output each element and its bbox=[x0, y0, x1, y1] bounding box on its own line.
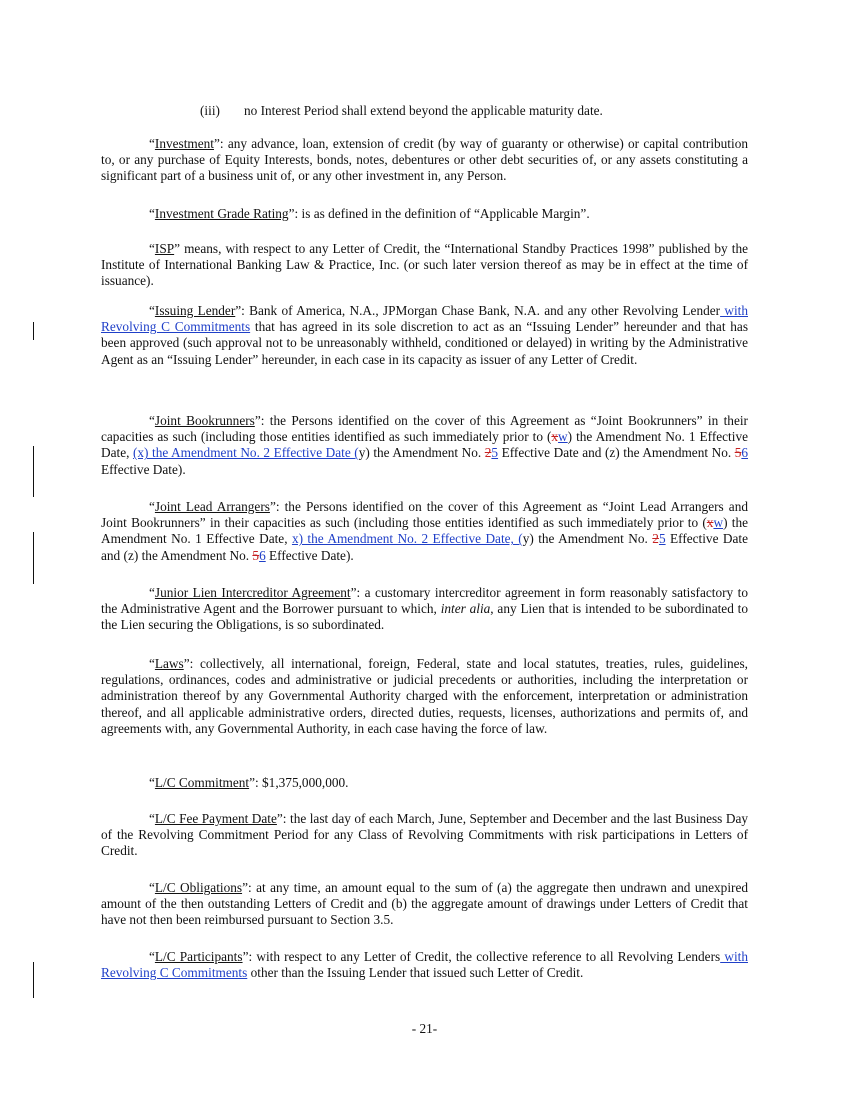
definition-text: ”: a customary intercreditor agreement in form reasonably satisfactory to the Administrative Agent and the Borrower pursuant to which, bbox=[101, 585, 748, 617]
defined-term: Junior Lien Intercreditor Agreement bbox=[154, 585, 351, 600]
definition-text: ”: is as defined in the definition of “Applicable Margin”. bbox=[288, 206, 590, 221]
definition-text: ”: at any time, an amount equal to the sum of (a) the aggregate then undrawn and unexpired amount of the then outstanding Letters of Credit and (b) the aggregate amount of drawings under Letters of Credit that have not then been reimbursed pursuant to Section 3.5. bbox=[101, 880, 748, 928]
definition-text: ”: $1,375,000,000. bbox=[249, 775, 349, 790]
definition-text: Effective Date and (z) the Amendment No. bbox=[498, 445, 735, 461]
definition-text: , any Lien that is intended to be subordinated to the Lien securing the Obligations, is so subordinated. bbox=[101, 601, 748, 633]
defined-term: Joint Lead Arrangers bbox=[154, 499, 270, 514]
definition-text: ) the Amendment No. 1 Effective Date, bbox=[101, 429, 748, 461]
inserted-text: with Revolving C Commitments bbox=[101, 303, 748, 335]
deleted-text: x bbox=[706, 515, 714, 531]
clause-iii-text: no Interest Period shall extend beyond the applicable maturity date. bbox=[243, 103, 603, 118]
definition-text: Effective Date). bbox=[265, 547, 354, 563]
inserted-text: x) the Amendment No. 2 Effective Date, ( bbox=[291, 531, 523, 547]
definition-junior-lien: “Junior Lien Intercreditor Agreement”: a customary intercreditor agreement in form reasonably satisfactory to the Administrative Agent and the Borrower pursuant to which, inter alia, any Lien that is intended to be subordinated to the Lien securing the Obligations, is so subordinated. bbox=[101, 585, 748, 633]
inserted-text: (x) the Amendment No. 2 Effective Date ( bbox=[132, 445, 359, 461]
clause-iii-label: (iii) bbox=[200, 103, 220, 118]
definition-lc-commitment: “L/C Commitment”: $1,375,000,000. bbox=[149, 775, 349, 790]
definition-text: ”: collectively, all international, foreign, Federal, state and local statutes, treaties, rules, guidelines, regulations, ordinances, codes and administrative or judicial precedents or authorities, including the interpretation or administration thereof by any Governmental Authority charged with the enforcement, interpretation or administration thereof, and all applicable administrative orders, directed duties, requests, licenses, authorizations and permits of, and agreements with, any Governmental Authority, in each case having the force of law. bbox=[101, 656, 748, 736]
definition-text: Effective Date). bbox=[101, 461, 186, 477]
definition-issuing-lender: “Issuing Lender”: Bank of America, N.A., JPMorgan Chase Bank, N.A. and any other Revolving Lender with Revolving C Commitments that has agreed in its sole discretion to act as an “Issuing Lender” hereunder and that has been approved (such approval not to be unreasonably withheld, conditioned or delayed) in writing by the Administrative Agent as an “Issuing Lender” hereunder, in each case in its capacity as issuer of any Letter of Credit. bbox=[101, 303, 748, 367]
deleted-text: 5 bbox=[734, 445, 742, 461]
change-bar bbox=[33, 322, 34, 340]
definition-investment-grade-rating: “Investment Grade Rating”: is as defined in the definition of “Applicable Margin”. bbox=[149, 206, 590, 221]
definition-text: Effective Date and (z) the Amendment No. bbox=[101, 531, 749, 563]
definition-joint-lead-arrangers: “Joint Lead Arrangers”: the Persons identified on the cover of this Agreement as “Joint Lead Arrangers and Joint Bookrunners” in their capacities as such (including those entities identified as such immediately prior to (xw) the Amendment No. 1 Effective Date, x) the Amendment No. 2 Effective Date, (y) the Amendment No. 25 Effective Date and (z) the Amendment No. 56 Effective Date). bbox=[101, 499, 749, 563]
definition-text: other than the Issuing Lender that issued such Letter of Credit. bbox=[247, 965, 584, 981]
change-bar bbox=[33, 532, 34, 584]
definition-isp: “ISP” means, with respect to any Letter of Credit, the “International Standby Practices 1998” published by the Institute of International Banking Law & Practice, Inc. (or such later version thereof as may be in effect at the time of issuance). bbox=[101, 241, 748, 289]
inserted-text: 5 bbox=[491, 445, 499, 461]
inserted-text: w bbox=[558, 429, 568, 445]
change-bar bbox=[33, 446, 34, 497]
definition-text: y) the Amendment No. bbox=[522, 531, 653, 547]
defined-term: Investment Grade Rating bbox=[154, 206, 289, 221]
definition-text: ”: with respect to any Letter of Credit, the collective reference to all Revolving Lenders bbox=[242, 949, 721, 964]
defined-term: L/C Commitment bbox=[154, 775, 250, 790]
change-bar bbox=[33, 962, 34, 998]
defined-term: Issuing Lender bbox=[154, 303, 236, 318]
definition-text: ”: the Persons identified on the cover of this Agreement as “Joint Lead Arrangers and Joint Bookrunners” in their capacities as such (including those entities identified as such immediately prior to ( bbox=[101, 499, 748, 531]
definition-text: that has agreed in its sole discretion to act as an “Issuing Lender” hereunder and that has been approved (such approval not to be unreasonably withheld, conditioned or delayed) in writing by the Administrative Agent as an “Issuing Lender” hereunder, in each case in its capacity as issuer of any Letter of Credit. bbox=[101, 319, 748, 367]
inserted-text: w bbox=[713, 515, 724, 531]
definition-lc-participants: “L/C Participants”: with respect to any Letter of Credit, the collective reference to all Revolving Lenders with Revolving C Commitments other than the Issuing Lender that issued such Letter of Credit. bbox=[101, 949, 748, 981]
defined-term: Joint Bookrunners bbox=[154, 413, 255, 428]
deleted-text: 2 bbox=[484, 445, 492, 461]
definition-text: ”: Bank of America, N.A., JPMorgan Chase Bank, N.A. and any other Revolving Lender bbox=[235, 303, 721, 318]
definition-laws: “Laws”: collectively, all international, foreign, Federal, state and local statutes, treaties, rules, guidelines, regulations, ordinances, codes and administrative or judicial precedents or authorities, including the interpretation or administration thereof by any Governmental Authority charged with the enforcement, interpretation or administration thereof, and all applicable administrative orders, directed duties, requests, licenses, authorizations and permits of, and agreements with, any Governmental Authority, in each case having the force of law. bbox=[101, 656, 748, 736]
defined-term: L/C Obligations bbox=[154, 880, 243, 895]
definition-investment: “Investment”: any advance, loan, extension of credit (by way of guaranty or otherwise) or capital contribution to, or any purchase of Equity Interests, bonds, notes, debentures or other debt securities of, or any assets constituting a significant part of a business unit of, or any other investment in, any Person. bbox=[101, 136, 748, 184]
definition-joint-bookrunners: “Joint Bookrunners”: the Persons identified on the cover of this Agreement as “Joint Bookrunners” in their capacities as such (including those entities identified as such immediately prior to (xw) the Amendment No. 1 Effective Date, (x) the Amendment No. 2 Effective Date (y) the Amendment No. 25 Effective Date and (z) the Amendment No. 56 Effective Date). bbox=[101, 413, 749, 477]
definition-text: ) the Amendment No. 1 Effective Date, bbox=[101, 515, 748, 547]
inserted-text: with Revolving C Commitments bbox=[101, 949, 748, 981]
page-number: - 21- bbox=[411, 1021, 438, 1036]
definition-text: ” means, with respect to any Letter of Credit, the “International Standby Practices 1998” published by the Institute of International Banking Law & Practice, Inc. (or such later version thereof as may be in effect at the time of issuance). bbox=[101, 241, 748, 289]
italic-text: inter alia bbox=[440, 601, 491, 617]
defined-term: L/C Participants bbox=[154, 949, 243, 964]
inserted-text: 6 bbox=[741, 445, 749, 461]
inserted-text: 5 bbox=[658, 531, 666, 547]
defined-term: Laws bbox=[154, 656, 184, 671]
definition-text: ”: any advance, loan, extension of credit (by way of guaranty or otherwise) or capital contribution to, or any purchase of Equity Interests, bonds, notes, debentures or other debt securities of, or any assets constituting a significant part of a business unit of, or any other investment in, any Person. bbox=[101, 136, 748, 184]
definition-text: ”: the last day of each March, June, September and December and the last Business Day of the Revolving Commitment Period for any Class of Revolving Commitments with risk participations in Letters of Credit. bbox=[101, 811, 748, 859]
definition-text: y) the Amendment No. bbox=[358, 445, 485, 461]
defined-term: Investment bbox=[154, 136, 214, 151]
defined-term: L/C Fee Payment Date bbox=[154, 811, 277, 826]
inserted-text: 6 bbox=[259, 547, 266, 563]
clause-iii bbox=[200, 103, 603, 119]
definition-text: ”: the Persons identified on the cover of this Agreement as “Joint Bookrunners” in their capacities as such (including those entities identified as such immediately prior to ( bbox=[101, 413, 748, 445]
deleted-text: x bbox=[551, 429, 559, 445]
deleted-text: 5 bbox=[252, 547, 260, 563]
definition-lc-fee-payment-date: “L/C Fee Payment Date”: the last day of each March, June, September and December and the last Business Day of the Revolving Commitment Period for any Class of Revolving Commitments with risk participations in Letters of Credit. bbox=[101, 811, 748, 859]
definition-lc-obligations: “L/C Obligations”: at any time, an amount equal to the sum of (a) the aggregate then undrawn and unexpired amount of the then outstanding Letters of Credit and (b) the aggregate amount of drawings under Letters of Credit that have not then been reimbursed pursuant to Section 3.5. bbox=[101, 880, 748, 928]
defined-term: ISP bbox=[154, 241, 175, 256]
deleted-text: 2 bbox=[652, 531, 659, 547]
